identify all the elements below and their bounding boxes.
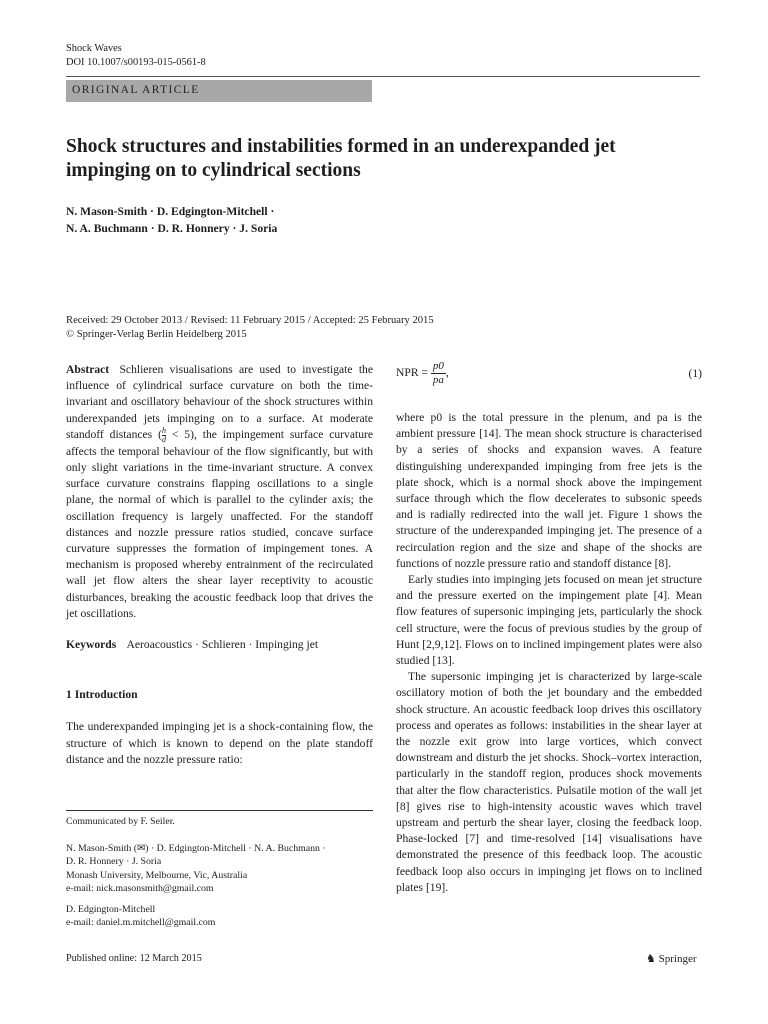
affiliation-1-authors-cont: D. R. Honnery · J. Soria (66, 856, 162, 868)
dates-block (66, 314, 666, 342)
left-column (66, 362, 373, 768)
affiliation-1-email[interactable]: e-mail: nick.masonsmith@gmail.com (66, 882, 214, 894)
equation-fraction (431, 360, 446, 387)
abstract-text-1: Schlieren visualisations are used to investigate the influence of cylindrical surface curvature on both the time-invariant and oscillatory behaviour of the shock structures within underexpanded jets impinging on to a surface. At moderate standoff distances ( (66, 363, 373, 441)
right-paragraph-3: The supersonic impinging jet is characterized by large-scale oscillatory motion of both the jet boundary and the embedded shock structure. An acoustic feedback loop drives this oscillatory process and operates as follows: instabilities in the shear layer at the nozzle exit grow into large vortices, which convect downstream and disturb the jet shocks. Shock–vortex interaction, particularly in the standoff region, produces shock movements that alter the flow characteristics. Pulsatile motion of the wall jet [8] gives rise to high-intensity acoustic waves which travel upstream and perturb the shear layer, closing the feedback loop. Phase-locked [7] and time-resolved [14] visualisations have demonstrated the presence of this feedback loop. The acoustic feedback loop also occurs in impinging jet flows on to inclined plates [19]. (396, 670, 702, 894)
doi[interactable]: DOI 10.1007/s00193-015-0561-8 (66, 57, 206, 68)
abstract-label: Abstract (66, 363, 110, 376)
abstract-text-2: ), the impingement surface curvature affects the temporal behaviour of the flow significantly, but with only slight variations in the time-invariant structure. A convex surface curvature constrains flapping oscillations to a single plane, the normal of which is parallel to the cylinder axis; the oscillation frequency is largely unaffected. For the standoff distances and nozzle pressure ratios studied, concave surface curvature suppresses the formation of impingement tones. A mechanism is proposed whereby entrainment of the recirculated wall jet flow alters the shear layer receptivity to acoustic disturbances, breaking the acoustic feedback loop that drives the jet oscillations. (66, 427, 374, 620)
affiliation-2-author: D. Edgington-Mitchell (66, 904, 156, 916)
affiliation-1-institution: Monash University, Melbourne, Vic, Australia (66, 869, 248, 881)
equation-number: (1) (688, 367, 702, 380)
received-dates: Received: 29 October 2013 / Revised: 11 February 2015 / Accepted: 25 February 2015 (66, 315, 434, 326)
equation-numerator: p0 (432, 360, 444, 372)
equation-denominator: pa (432, 374, 444, 386)
publisher-logo (646, 952, 697, 965)
journal-header (66, 42, 206, 70)
authors-line-2: N. A. Buchmann · D. R. Honnery · J. Soria (66, 222, 278, 235)
equation-lhs: NPR = (396, 366, 431, 380)
keywords (66, 637, 373, 653)
keywords-text: Aeroacoustics · Schlieren · Impinging jet (126, 638, 319, 652)
h-over-d-fraction: $\frac{h}{d}$ (161, 425, 166, 444)
footnotes (66, 815, 373, 929)
affiliation-1-authors: N. Mason-Smith (✉) · D. Edgington-Mitchell · N. A. Buchmann · (66, 843, 326, 855)
abstract (66, 362, 373, 622)
author-list (66, 203, 666, 237)
right-paragraph-1: where p0 is the total pressure in the plenum, and pa is the ambient pressure [14]. The mean shock structure is characterised by a series of shocks and expansion waves. A feature distinguishing underexpanded impinging from free jets is the plate shock, which is a normal shock above the impingement surface through which the flow decelerates to subsonic speeds and is radially redirected into the wall jet. Figure 1 shows the structure of the underexpanded impinging jet. The presence of a recirculation region and the size and shape of the shocks are functions of nozzle pressure ratio and standoff distance [8]. (396, 411, 702, 570)
published-online: Published online: 12 March 2015 (66, 953, 202, 964)
right-column (396, 360, 702, 896)
affiliation-2-email[interactable]: e-mail: daniel.m.mitchell@gmail.com (66, 917, 216, 929)
article-type: ORIGINAL ARTICLE (72, 84, 200, 96)
journal-name: Shock Waves (66, 43, 122, 54)
article-type-band (66, 80, 372, 102)
paper-title: Shock structures and instabilities formed in an underexpanded jet impinging on to cylindrical sections (66, 136, 616, 181)
intro-paragraph: The underexpanded impinging jet is a shock-containing flow, the structure of which is known to depend on the plate standoff distance and the nozzle pressure ratio: (66, 720, 373, 766)
equation-1 (396, 360, 702, 394)
copyright: © Springer-Verlag Berlin Heidelberg 2015 (66, 329, 247, 340)
publisher-name: Springer (658, 953, 697, 965)
affiliation-1 (66, 842, 373, 895)
equation-comma: , (445, 366, 449, 380)
section-heading-introduction: 1 Introduction (66, 688, 138, 702)
abstract-lt5: < 5 (165, 427, 191, 441)
header-rule (66, 76, 700, 77)
springer-horse-icon: ♞ (646, 953, 656, 965)
authors-line-1: N. Mason-Smith · D. Edgington-Mitchell · (66, 205, 275, 218)
footnote-rule (66, 810, 373, 811)
communicated-by: Communicated by F. Seiler. (66, 816, 175, 827)
keywords-label: Keywords (66, 638, 117, 652)
right-paragraph-2: Early studies into impinging jets focused on mean jet structure and the pressure exerted on the impingement plate [4]. Mean flow features of supersonic impinging jets, particularly the shock cell structure, were the focus of previous studies by the group of Hunt [2,9,12]. Flows on to inclined impingement plates were also studied [13]. (396, 573, 702, 668)
affiliation-2 (66, 903, 373, 929)
